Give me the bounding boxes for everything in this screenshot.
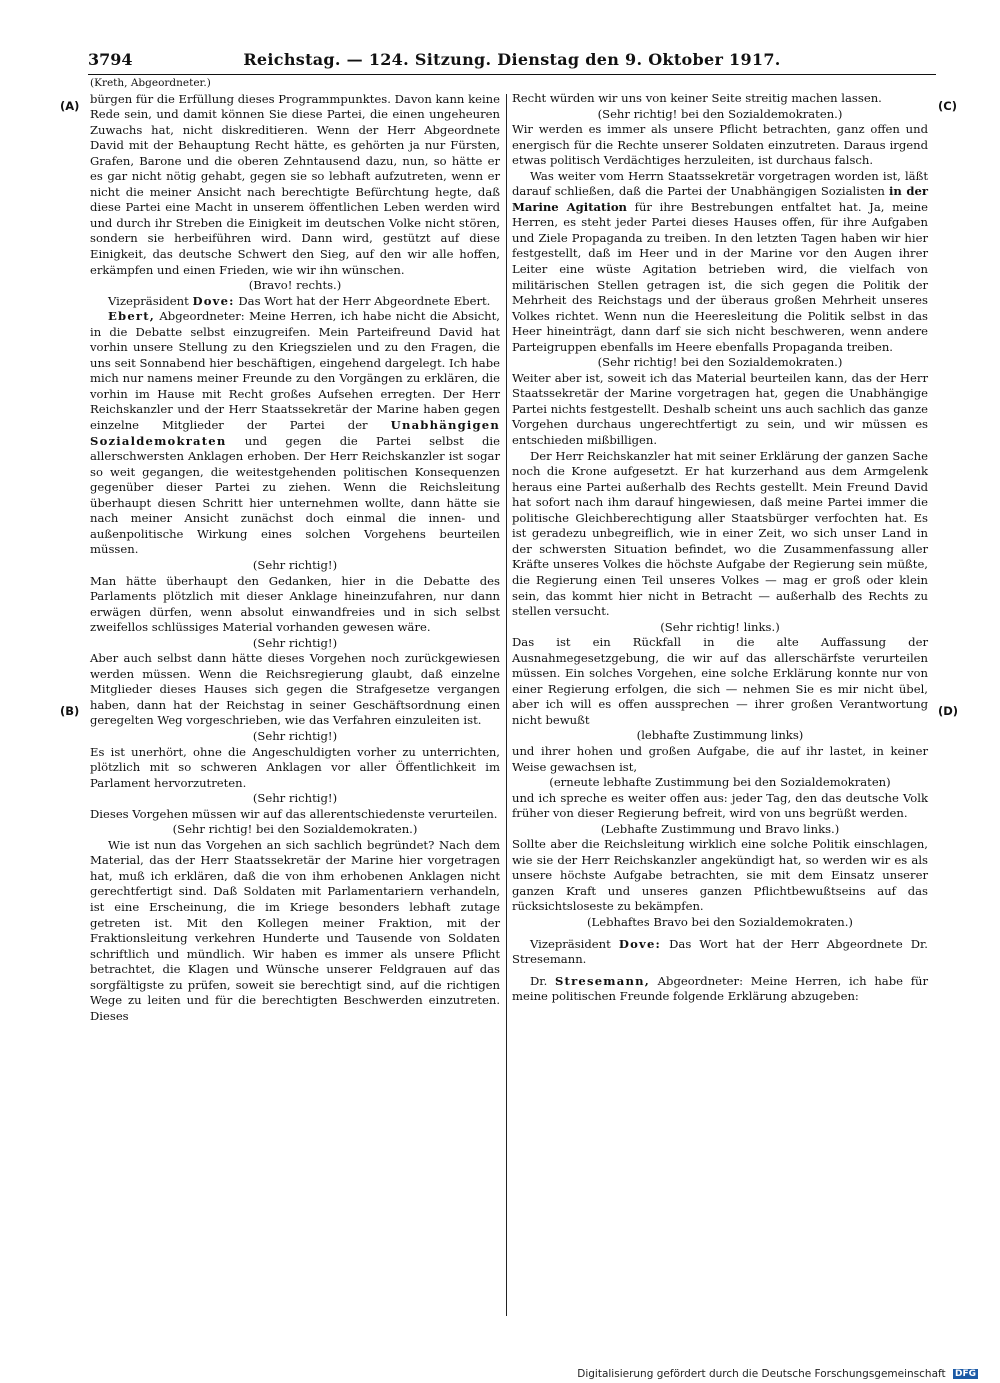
emphasis: in der Marine Agitation bbox=[512, 184, 928, 214]
interjection: (Sehr richtig!) bbox=[252, 557, 338, 572]
paragraph: bürgen für die Erfüllung dieses Programmpunktes. Davon kann keine Rede sein, und damit können Sie diese Partei, die einen ungeheuren Zuwachs hat, nicht diskreditieren. Wenn der Herr Abgeordnete David mit der Behauptung Recht hätte, es gehörten ja nur Fürsten, Grafen, Barone und die oberen Zehntausend dazu, nun, so hätte er es gar nicht nötig gehabt, gegen sie so lebhaft aufzutreten, wenn er nicht die meiner Ansicht nach berechtigte Befürchtung hegte, daß diese Partei eine Macht in unserem öffentlichen Leben werden wird und durch ihr Streben die Einigkeit im deutschen Volke nicht stören, sondern sie herbeiführen wird. Dann wird, gestützt auf diese Einigkeit, das deutsche Schwert den Sieg, auf den wir alle hoffen, erkämpfen und einen Frieden, wie wir ihn wünschen. bbox=[90, 91, 500, 277]
margin-marker-a: (A) bbox=[60, 99, 80, 113]
paragraph: und ich spreche es weiter offen aus: jeder Tag, den das deutsche Volk früher von dieser Regierung befreit, wird von uns begrüßt werden. bbox=[512, 790, 928, 821]
paragraph bbox=[90, 294, 500, 310]
page-number: 3794 bbox=[88, 50, 133, 69]
interjection: (erneute lebhafte Zustimmung bei den Sozialdemokraten) bbox=[549, 775, 891, 790]
paragraph bbox=[512, 974, 928, 1005]
speaker-role: Vizepräsident bbox=[530, 936, 619, 951]
paragraph: Das ist ein Rückfall in die alte Auffassung der Ausnahmegesetzgebung, die wir auf das allerschärfste verurteilen müssen. Ein solches Vorgehen, eine solche Erklärung konnte nur von einer Regierung erfolgen, die sich — nehmen Sie es mir nicht übel, aber ich will es offen aussprechen — ihrer großen Verantwortung nicht bewußt bbox=[512, 635, 928, 727]
paragraph-text: und gegen die Partei selbst die allerschwersten Anklagen erhoben. Der Herr Reichskanzler ist sogar so weit gegangen, die weitestgehenden politischen Konsequenzen gegenüber dieser Partei zu ziehen. Wenn die Reichsleitung überhaupt diesen Schritt hier unternehmen wollte, dann hätte sie nach meiner Ansicht zunächst doch einmal die innen- und außenpolitische Wirkung eines solchen Vorgehens beurteilen müssen. bbox=[90, 433, 500, 557]
paragraph: Sollte aber die Reichsleitung wirklich eine solche Politik einschlagen, wie sie der Herr Reichskanzler angekündigt hat, so werden wir es als unsere höchste Aufgabe betrachten, sie mit dem Einsatz unserer ganzen Kraft und unseres ganzen Pflichtbewußtseins auf das rücksichtsloseste zu bekämpfen. bbox=[512, 837, 928, 914]
interjection: (Sehr richtig! bei den Sozialdemokraten.) bbox=[597, 106, 843, 121]
paragraph: Es ist unerhört, ohne die Angeschuldigten vorher zu unterrichten, plötzlich mit so schweren Anklagen vor aller Öffentlichkeit im Parlament hervorzutreten. bbox=[90, 744, 500, 790]
paragraph bbox=[512, 937, 928, 968]
paragraph-text: Abgeordneter: Meine Herren, ich habe für meine politischen Freunde folgende Erklärung abzugeben: bbox=[512, 973, 928, 1004]
interjection: (Bravo! rechts.) bbox=[248, 278, 342, 293]
paragraph: und ihrer hohen und großen Aufgabe, die auf ihr lastet, in keiner Weise gewachsen ist, bbox=[512, 743, 928, 774]
right-column bbox=[512, 76, 928, 1005]
paragraph: Aber auch selbst dann hätte dieses Vorgehen noch zurückgewiesen werden müssen. Wenn die Reichsregierung glaubt, daß einzelne Mitglieder dieses Hauses sich gegen die Strafgesetze vergangen haben, dann hat der Reichstag in seiner Geschäftsordnung einen geregelten Weg vorgeschrieben, wie das Verfahren einzuleiten ist. bbox=[90, 651, 500, 728]
paragraph: Wie ist nun das Vorgehen an sich sachlich begründet? Nach dem Material, das der Herr Staatssekretär der Marine hier vorgetragen hat, muß ich erklären, daß die von ihm erhobenen Anklagen nicht gerechtfertigt sind. Daß Soldaten mit Parlamentariern verhandeln, ist eine Erscheinung, die im Kriege besonders lebhaft zutage getreten ist. Mit den Kollegen meiner Fraktion, mit der Fraktionsleitung verkehren Hunderte und Tausende von Soldaten schriftlich und mündlich. Wir haben es immer als unsere Pflicht betrachtet, die Klagen und Wünsche unserer Feldgrauen auf das sorgfältigste zu prüfen, soweit sie berechtigt sind, auf die richtigen Wege zu leiten und für die berechtigten Beschwerden einzutreten. Dieses bbox=[90, 837, 500, 1023]
margin-marker-d: (D) bbox=[938, 704, 959, 718]
margin-marker-b: (B) bbox=[60, 704, 80, 718]
paragraph: Recht würden wir uns von keiner Seite streitig machen lassen. bbox=[512, 91, 882, 105]
paragraph: Dieses Vorgehen müssen wir auf das allerentschiedenste verurteilen. bbox=[90, 806, 498, 821]
margin-marker-c: (C) bbox=[938, 99, 957, 113]
paragraph: Weiter aber ist, soweit ich das Material beurteilen kann, das der Herr Staatssekretär der Marine vorgetragen hat, gegen die Unabhängige Partei nichts festgestellt. Deshalb scheint uns auch sachlich das ganze Vorgehen durchaus ungerechtfertigt zu sein, und wir müssen es entschieden mißbilligen. bbox=[512, 370, 928, 448]
speaker-running-head: (Kreth, Abgeordneter.) bbox=[90, 77, 211, 89]
interjection: (Sehr richtig!) bbox=[252, 728, 338, 743]
column-divider bbox=[506, 94, 507, 1316]
paragraph-text: Abgeordneter: Meine Herren, ich habe nicht die Absicht, in die Debatte selbst einzugreifen. Mein Parteifreund David hat vorhin unsere Stellung zu den Kriegszielen und zu den Fragen, die uns seit Sonnabend hier beschäftigen, eingehend dargelegt. Ich habe mich nur namens meiner Freunde zu den Vorgängen zu erklären, die vorhin im Hause mit Recht großes Aufsehen erregten. Der Herr Reichskanzler und der Herr Staatssekretär der Marine haben gegen einzelne Mitglieder der Partei der bbox=[90, 309, 500, 433]
dfg-logo: DFG bbox=[954, 1369, 976, 1379]
interjection: (Lebhafte Zustimmung und Bravo links.) bbox=[600, 821, 840, 836]
left-column bbox=[90, 76, 500, 1024]
interjection: (Lebhaftes Bravo bei den Sozialdemokraten.) bbox=[587, 914, 853, 929]
paragraph-text: Das Wort hat der Herr Abgeordnete Dr. Stresemann. bbox=[512, 936, 928, 967]
emphasis: Unabhängigen Sozialdemokraten bbox=[90, 418, 500, 448]
paragraph-text: für ihre Bestrebungen entfaltet hat. Ja, meine Herren, es steht jeder Partei dieses Hauses offen, für ihre Aufgaben und Ziele Propaganda zu treiben. In den letzten Tagen haben wir hier festgestellt, daß im Heer und in der Marine vor den Augen ihrer Leiter eine wüste Agitation betrieben wird, die vielfach von militärischen Stellen getragen ist, die sich gegen die Politik der Mehrheit des Reichstags und der überaus großen Mehrheit unseres Volkes richtet. Wenn nun die Heeresleitung die Politik selbst in das Heer hineinträgt, dann darf sie sich nicht beschweren, wenn andere Parteigruppen ebenfalls im Heere ebenfalls Propaganda treiben. bbox=[512, 199, 928, 354]
footer-credit bbox=[577, 1368, 978, 1380]
interjection: (Sehr richtig! bei den Sozialdemokraten.) bbox=[172, 822, 418, 837]
speaker-name: Ebert, bbox=[108, 309, 156, 324]
speaker-name: Dove: bbox=[618, 936, 662, 951]
paragraph bbox=[90, 309, 500, 558]
running-title: Reichstag. — 124. Sitzung. Dienstag den 9. Oktober 1917. bbox=[243, 50, 781, 69]
paragraph bbox=[512, 169, 928, 356]
header-rule bbox=[88, 74, 936, 75]
speaker-role: Vizepräsident bbox=[108, 293, 193, 308]
speaker-name: Stresemann, bbox=[554, 973, 650, 988]
interjection: (Sehr richtig!) bbox=[252, 635, 338, 650]
speaker-title: Dr. bbox=[530, 973, 555, 988]
paragraph: Man hätte überhaupt den Gedanken, hier in die Debatte des Parlaments plötzlich mit dieser Anklage hineinzufahren, nur dann erwägen dürfen, wenn absolut einwandfreies und in sich selbst zweifellos schlüssiges Material vorhanden gewesen wäre. bbox=[90, 573, 500, 635]
paragraph-text: Das Wort hat der Herr Abgeordnete Ebert. bbox=[234, 293, 491, 308]
interjection: (Sehr richtig!) bbox=[252, 791, 338, 806]
page-header bbox=[88, 50, 936, 72]
interjection: (Sehr richtig! links.) bbox=[660, 619, 780, 634]
interjection: (Sehr richtig! bei den Sozialdemokraten.) bbox=[597, 355, 843, 370]
paragraph: Der Herr Reichskanzler hat mit seiner Erklärung der ganzen Sache noch die Krone aufgesetzt. Er hat kurzerhand aus dem Armgelenk heraus eine Partei außerhalb des Rechts gestellt. Mein Freund David hat sofort nach ihm darauf hingewiesen, daß meine Partei immer die politische Gleichberechtigung aller Staatsbürger verfochten hat. Es ist geradezu unbegreiflich, wie in einer Zeit, wo sich unser Land in der schwersten Situation befindet, wo die Zusammenfassung aller Kräfte unseres Volkes die höchste Aufgabe der Regierung sein müßte, die Regierung einen Teil unseres Volkes — mag er groß oder klein sein, das kommt hier nicht in Betracht — außerhalb des Rechts zu stellen versucht. bbox=[512, 448, 928, 619]
interjection: (lebhafte Zustimmung links) bbox=[636, 728, 804, 743]
paragraph: Wir werden es immer als unsere Pflicht betrachten, ganz offen und energisch für die Rechte unserer Soldaten einzutreten. Daraus irgend etwas politisch Verdächtiges herzuleiten, ist durchaus falsch. bbox=[512, 122, 928, 168]
speaker-name: Dove: bbox=[192, 293, 235, 308]
footer-text: Digitalisierung gefördert durch die Deutsche Forschungsgemeinschaft bbox=[577, 1368, 946, 1380]
paragraph-text: Was weiter vom Herrn Staatssekretär vorgetragen worden ist, läßt darauf schließen, daß die Partei der Unabhängigen Sozialisten bbox=[512, 168, 928, 199]
